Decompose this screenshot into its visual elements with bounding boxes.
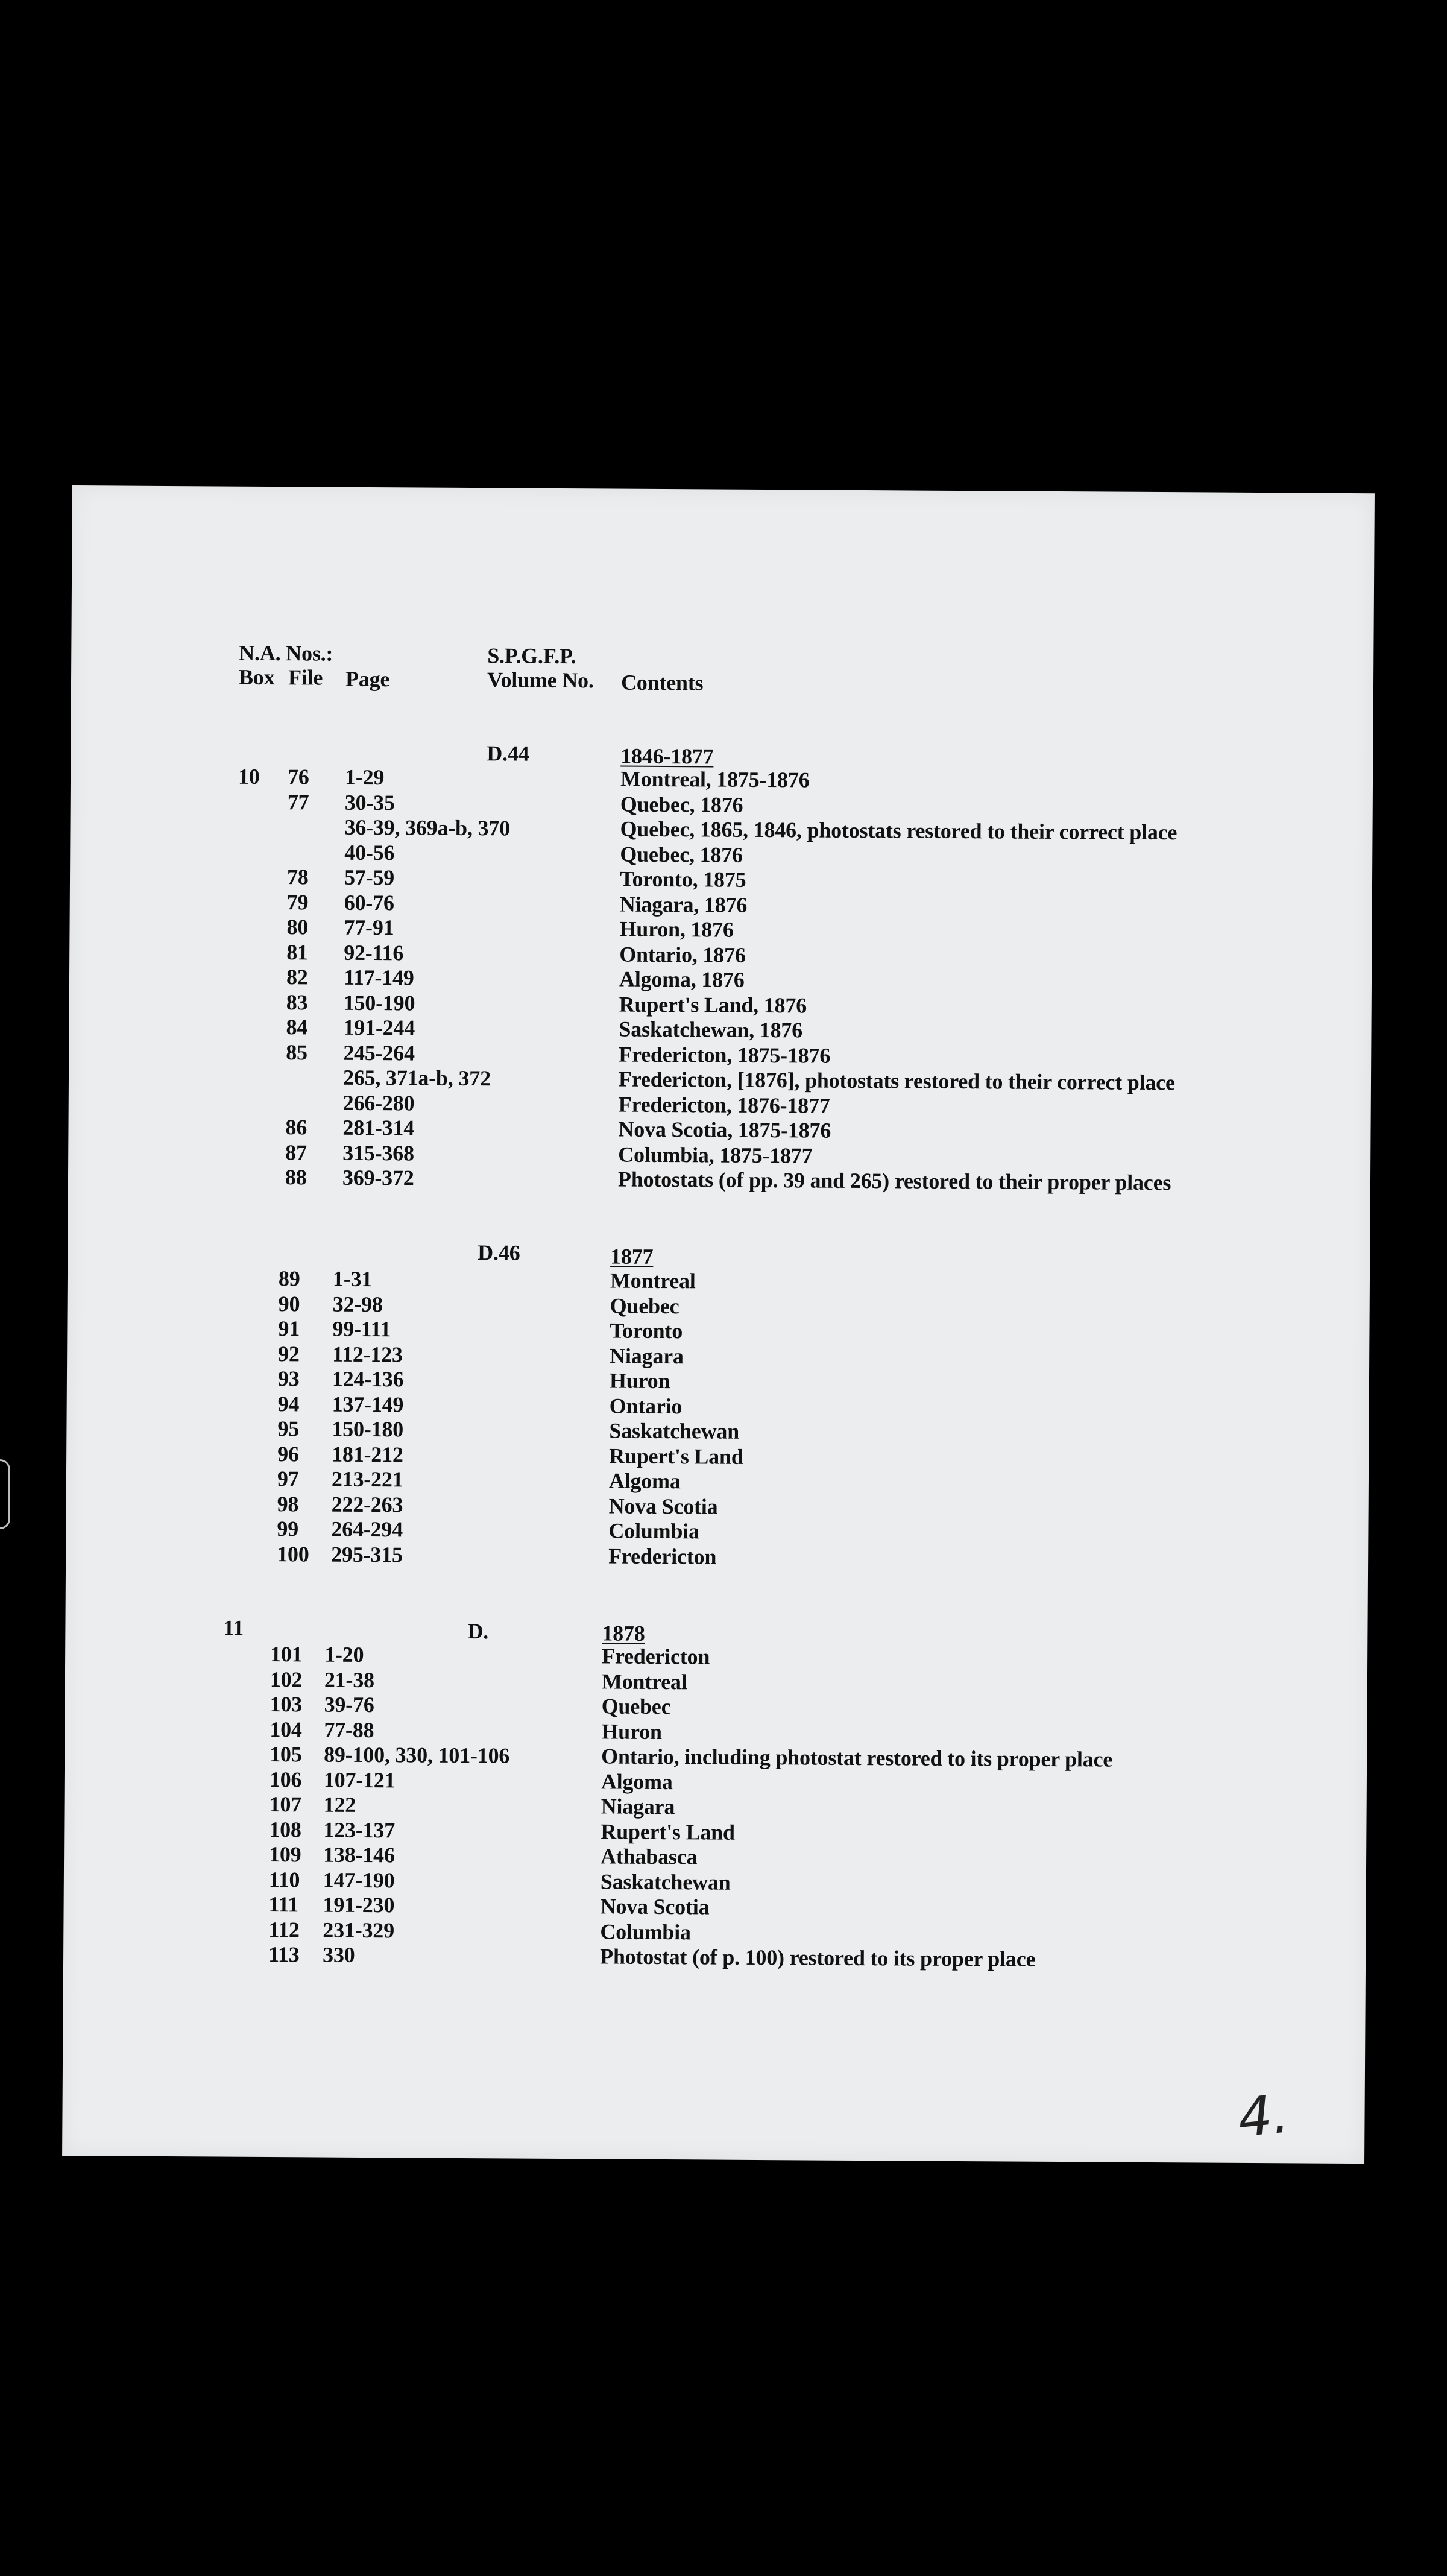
- cell-file: 109: [269, 1842, 301, 1867]
- handwritten-page-number: 4.: [1235, 2082, 1292, 2150]
- cell-file: 92: [278, 1341, 300, 1366]
- cell-file: 95: [277, 1416, 300, 1441]
- cell-file: 84: [286, 1015, 308, 1040]
- cell-page: 123-137: [323, 1817, 396, 1842]
- cell-file: 106: [269, 1767, 302, 1792]
- cell-page: 266-280: [342, 1090, 415, 1115]
- cell-page: 264-294: [331, 1517, 403, 1542]
- cell-page: 77-88: [324, 1717, 374, 1742]
- cell-contents: Nova Scotia: [600, 1894, 710, 1919]
- cell-page: 21-38: [324, 1667, 375, 1692]
- cell-contents: Ontario, including photostat restored to its proper place: [601, 1744, 1113, 1772]
- cell-file: 76: [287, 765, 309, 789]
- cell-page: 124-136: [332, 1366, 404, 1392]
- cell-contents: Quebec, 1876: [620, 842, 743, 867]
- cell-page: 265, 371a-b, 372: [342, 1065, 491, 1091]
- cell-page: 150-180: [332, 1416, 404, 1442]
- cell-file: 101: [270, 1642, 303, 1667]
- cell-box: 10: [238, 764, 260, 789]
- box-11: 11: [223, 1615, 244, 1640]
- cell-file: 104: [270, 1717, 302, 1741]
- cell-file: 97: [277, 1466, 299, 1491]
- cell-page: 181-212: [332, 1442, 403, 1466]
- cell-file: 103: [270, 1692, 303, 1717]
- cell-page: 92-116: [344, 940, 404, 965]
- cell-file: 85: [286, 1040, 307, 1064]
- cell-contents: Quebec, 1865, 1846, photostats restored to their correct place: [620, 816, 1177, 845]
- cell-contents: Algoma: [601, 1769, 673, 1794]
- cell-page: 40-56: [344, 840, 395, 865]
- cell-page: 60-76: [344, 890, 394, 915]
- cell-page: 89-100, 330, 101-106: [324, 1742, 510, 1768]
- cell-file: 94: [277, 1391, 300, 1416]
- cell-file: 107: [269, 1792, 302, 1817]
- header-page: Page: [345, 666, 390, 692]
- cell-file: 87: [285, 1140, 307, 1164]
- cell-contents: Nova Scotia, 1875-1876: [618, 1117, 831, 1143]
- cell-file: 96: [277, 1441, 299, 1466]
- cell-contents: Photostat (of p. 100) restored to its proper place: [599, 1944, 1036, 1971]
- header-spgfp: S.P.G.F.P.: [487, 643, 576, 669]
- cell-contents: Niagara: [610, 1343, 684, 1368]
- cell-contents: Columbia: [600, 1919, 691, 1944]
- cell-contents: Toronto: [610, 1318, 683, 1343]
- cell-contents: Niagara, 1876: [619, 892, 748, 917]
- cell-contents: Quebec, 1876: [620, 792, 743, 817]
- cell-page: 1-31: [332, 1266, 373, 1292]
- years-1878: 1878: [602, 1621, 645, 1646]
- years-1877: 1877: [610, 1244, 654, 1269]
- document-page: [62, 485, 1375, 2164]
- cell-contents: Niagara: [601, 1794, 675, 1819]
- cell-page: 315-368: [342, 1140, 414, 1165]
- cell-page: 107-121: [323, 1767, 396, 1792]
- cell-contents: Rupert's Land: [601, 1819, 735, 1845]
- cell-page: 36-39, 369a-b, 370: [344, 815, 511, 841]
- cell-file: 91: [278, 1316, 300, 1341]
- cell-page: 1-20: [324, 1642, 364, 1667]
- cell-contents: Fredericton, 1876-1877: [618, 1092, 830, 1118]
- cell-page: 77-91: [344, 915, 394, 940]
- cell-contents: Fredericton, [1876], photostats restored to their correct place: [618, 1067, 1175, 1095]
- cell-file: 82: [286, 965, 308, 990]
- cell-page: 245-264: [343, 1040, 415, 1065]
- cell-page: 122: [323, 1792, 356, 1817]
- cell-file: 83: [286, 990, 308, 1014]
- cell-contents: Huron: [609, 1368, 670, 1394]
- cell-file: 100: [277, 1541, 309, 1566]
- cell-contents: Huron, 1876: [619, 917, 734, 942]
- cell-page: 222-263: [331, 1492, 403, 1517]
- cell-page: 138-146: [323, 1842, 395, 1867]
- cell-file: 93: [277, 1366, 300, 1391]
- cell-contents: Fredericton: [608, 1543, 717, 1569]
- cell-contents: Algoma: [608, 1468, 681, 1494]
- cell-page: 330: [323, 1942, 355, 1967]
- cell-page: 213-221: [331, 1466, 403, 1492]
- cell-file: 89: [278, 1266, 300, 1291]
- cell-page: 231-329: [323, 1918, 395, 1942]
- volume-d44: D.44: [487, 741, 529, 766]
- cell-contents: Rupert's Land: [609, 1443, 743, 1469]
- years-1846-1877: 1846-1877: [620, 743, 714, 769]
- cell-file: 80: [286, 915, 309, 939]
- cell-page: 117-149: [343, 965, 414, 990]
- film-edge-mark: [0, 1459, 10, 1529]
- cell-file: 102: [270, 1667, 303, 1691]
- cell-file: 79: [286, 889, 309, 914]
- cell-file: 111: [268, 1892, 299, 1917]
- cell-contents: Huron: [601, 1719, 662, 1744]
- cell-contents: Saskatchewan: [600, 1869, 731, 1895]
- cell-page: 295-315: [331, 1542, 403, 1567]
- header-box: Box: [238, 665, 275, 690]
- cell-page: 30-35: [344, 790, 395, 815]
- cell-contents: Quebec: [601, 1694, 671, 1719]
- cell-page: 99-111: [332, 1316, 391, 1342]
- cell-contents: Columbia, 1875-1877: [618, 1142, 813, 1168]
- cell-contents: Quebec: [610, 1293, 679, 1318]
- cell-contents: Saskatchewan: [609, 1418, 740, 1444]
- cell-page: 191-230: [323, 1892, 395, 1918]
- cell-page: 369-372: [342, 1165, 414, 1190]
- cell-page: 57-59: [344, 865, 395, 890]
- cell-page: 147-190: [323, 1867, 395, 1892]
- cell-contents: Photostats (of pp. 39 and 265) restored to their proper places: [617, 1167, 1171, 1195]
- cell-page: 1-29: [344, 765, 385, 790]
- cell-contents: Ontario: [609, 1393, 683, 1418]
- cell-page: 137-149: [332, 1392, 404, 1416]
- cell-contents: Toronto, 1875: [619, 867, 746, 892]
- volume-d46: D.46: [478, 1240, 520, 1265]
- cell-contents: Fredericton, 1875-1876: [619, 1042, 831, 1068]
- volume-d: D.: [467, 1619, 489, 1644]
- cell-file: 88: [285, 1165, 307, 1190]
- cell-file: 108: [269, 1817, 301, 1842]
- cell-contents: Algoma, 1876: [619, 967, 745, 992]
- cell-file: 99: [277, 1517, 299, 1541]
- cell-file: 112: [268, 1917, 300, 1942]
- cell-page: 150-190: [343, 990, 415, 1015]
- cell-contents: Fredericton: [602, 1644, 710, 1669]
- cell-contents: Ontario, 1876: [619, 942, 746, 967]
- header-contents: Contents: [620, 670, 704, 695]
- cell-contents: Athabasca: [601, 1844, 698, 1869]
- cell-file: 77: [287, 789, 309, 814]
- cell-contents: Columbia: [608, 1518, 699, 1544]
- cell-page: 39-76: [324, 1692, 374, 1717]
- cell-page: 32-98: [332, 1292, 383, 1316]
- cell-file: 98: [277, 1491, 299, 1516]
- cell-page: 191-244: [343, 1015, 415, 1040]
- cell-contents: Montreal, 1875-1876: [620, 766, 810, 792]
- cell-file: 113: [268, 1942, 300, 1967]
- cell-file: 105: [270, 1742, 302, 1767]
- cell-contents: Saskatchewan, 1876: [619, 1017, 803, 1043]
- header-volume-no: Volume No.: [487, 668, 594, 693]
- cell-file: 81: [286, 939, 309, 964]
- cell-file: 86: [285, 1115, 307, 1140]
- cell-contents: Montreal: [601, 1668, 687, 1694]
- cell-page: 281-314: [342, 1115, 415, 1140]
- cell-page: 112-123: [332, 1342, 403, 1366]
- cell-file: 110: [268, 1867, 300, 1892]
- cell-contents: Nova Scotia: [608, 1493, 718, 1519]
- cell-contents: Montreal: [610, 1268, 696, 1293]
- header-na-nos: N.A. Nos.:: [239, 640, 333, 666]
- cell-contents: Rupert's Land, 1876: [619, 992, 807, 1017]
- header-file: File: [288, 665, 323, 690]
- cell-file: 90: [278, 1291, 300, 1316]
- cell-file: 78: [286, 865, 309, 889]
